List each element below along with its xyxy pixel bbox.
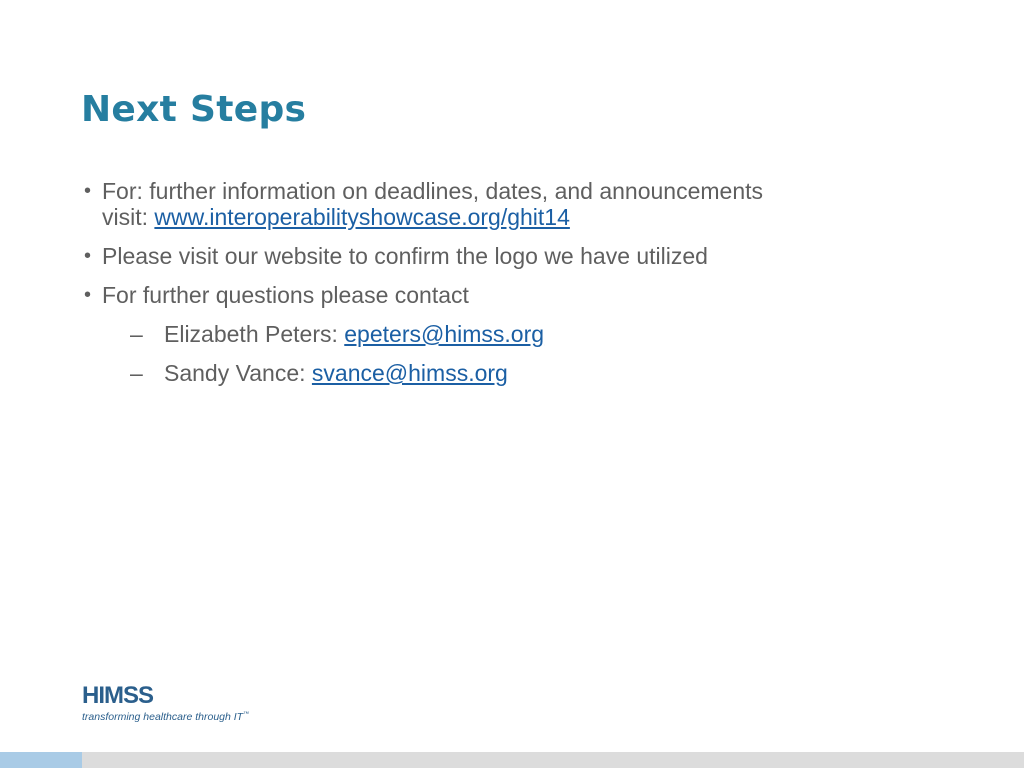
bullet-text-line2 <box>102 204 964 230</box>
bullet-dot: • <box>84 180 92 202</box>
logo-wordmark: HIMSS <box>82 682 154 709</box>
contact-item <box>84 360 964 386</box>
bullet-list <box>84 178 964 321</box>
contact-name: Sandy Vance: <box>164 360 312 386</box>
contact-item <box>84 321 964 347</box>
trademark-mark: ™ <box>243 711 250 718</box>
contact-list-wrap <box>84 321 964 399</box>
footer-accent <box>0 752 82 768</box>
slide-title: Next Steps <box>81 89 307 130</box>
bullet-text-line1: For: further information on deadlines, dates, and announcements <box>102 178 764 204</box>
dash-marker: – <box>130 321 143 347</box>
bullet-dot: • <box>84 245 92 267</box>
bullet-item-logo <box>84 243 964 269</box>
dash-marker: – <box>130 360 143 386</box>
contact-name: Elizabeth Peters: <box>164 321 345 347</box>
showcase-link[interactable]: www.interoperabilityshowcase.org/ghit14 <box>154 204 570 230</box>
bullet-item-contact <box>84 282 964 308</box>
footer-bar <box>0 752 1024 768</box>
contact-list <box>84 321 964 386</box>
bullet-text: Please visit our website to confirm the logo we have utilized <box>102 243 708 269</box>
bullet-text: For further questions please contact <box>102 282 469 308</box>
email-link-svance[interactable]: svance@himss.org <box>311 360 508 386</box>
email-link-epeters[interactable]: epeters@himss.org <box>344 321 545 347</box>
tagline-text: transforming healthcare through IT <box>82 711 244 723</box>
himss-logo <box>82 682 252 732</box>
visit-prefix: visit: <box>102 204 155 230</box>
bullet-dot: • <box>84 284 92 306</box>
logo-tagline <box>82 711 252 723</box>
bullet-item-deadlines <box>84 178 964 230</box>
